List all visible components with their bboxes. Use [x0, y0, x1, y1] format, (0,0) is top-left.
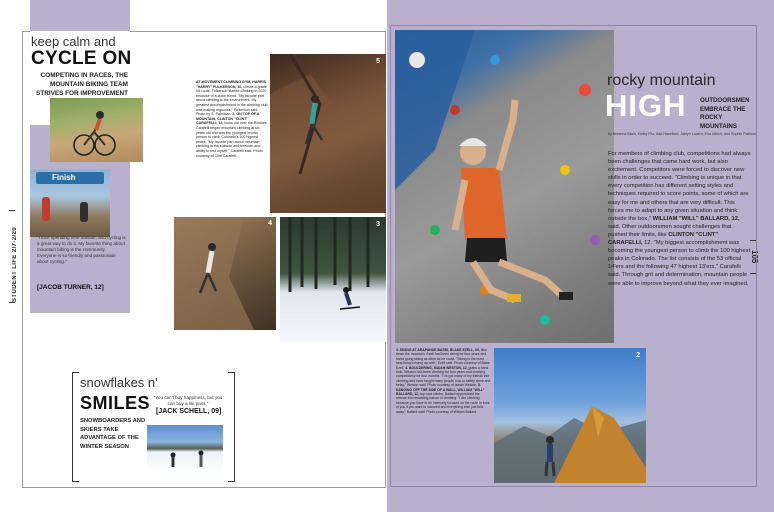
- caption-2-body: looks out over the Rockies. Carafelli began mountain climbing at six years old and was the youngest known person to climb Colorado's 100 highest peaks. "My favorite part about mountain climbing is the solitude and freedom and ability to test myself," Carafelli said. Photo courtesy of Clint Carafelli.: [196, 121, 268, 158]
- caption-1-body: climbs a grade V6 route. Fulkerson started climbing in 2020 because of a close friend. "My favorite part about climbing is the environment. My greatest accomplishment in the climbing club was making regionals," Fulkerson said. Photo by S. Palmisan.: [196, 84, 268, 117]
- caption-4-body: grabs a hand hold. Weston had been climbing for four years and climbing competitively for four months. "I've got many of my friends into climbing and have taught many people how to safely climb and belay," Weston said. Photo courtesy of Isaiah Weston.: [396, 365, 491, 388]
- snow-skiers-photo: [147, 425, 223, 474]
- photo-3-skiing: [280, 217, 386, 342]
- caption-4-lead: 4. BOULDERING, ISAIAH WESTON, 12,: [405, 365, 468, 370]
- body-p1: For members of climbing club, competitions had always been challenges that came hard work, but also excitement. Competitors were forced to discover new skills in order to succeed. "Climbing is unique in that every competition has different setting styles and techniques required to score points, some of which are easy for me and others that are very difficult. This forces me to adapt to any given situation and think outside the box,": [608, 151, 751, 222]
- page-number: 105: [750, 250, 759, 264]
- photo-2-summit: [494, 348, 646, 483]
- folio-bracket-top: [9, 210, 15, 211]
- caption-5-lead: 5. HANGING OFF THE SIDE OF A WALL, WILLIAM "WILL" BALLARD, 12,: [396, 383, 485, 397]
- snow-deck: SNOWBOARDERS AND SKIERS TAKE ADVANTAGE OF THE WINTER SEASON: [80, 418, 146, 450]
- quote-jacob: "I love spending time outside, and cycling is a great way to do it. My favorite thing about mountain biking is the community. Everyone is so friendly and passionate about cycling.": [37, 235, 126, 264]
- caption-climbing: [196, 80, 268, 158]
- caption-3-body: flies down the mountain. Ezell had been skiing for four years and loved going skiing as often as he could. "Skiing is the most best thing to hang up with," Ezell said. Photo courtesy of Blake Ezell.: [396, 348, 490, 370]
- rocky-deck: OUTDOORSMEN EMBRACE THE ROCKY MOUNTAINS: [700, 97, 750, 130]
- caption-bottom: [396, 348, 491, 414]
- racer-left: [42, 197, 50, 221]
- byline: by Breanna Bach, Kelley Fitz, Ada Hazeltied, Jaelyn Lucero, Eva Ultrich, and Sophie Palliman: [608, 132, 758, 136]
- folio-bracket-bottom: [9, 302, 15, 303]
- high-headline: HIGH: [605, 88, 687, 123]
- keep-calm-deck: COMPETING IN RACES, THE MOUNTAIN BIKING TEAM STRIVES FOR IMPROVEMENT: [36, 72, 128, 97]
- mountain-biker-photo: [50, 98, 143, 162]
- smiles-headline: SMILES: [80, 393, 151, 413]
- body-name-carafelli: CLINTON "CLINT" CARAFELLI,: [608, 231, 719, 247]
- body-p2: said. Other outdoorsmen sought challenges that pushed their limits, like: [608, 223, 732, 238]
- quote-jacob-author: [JACOB TURNER, 12]: [37, 284, 104, 291]
- caption-3-lead: 3. SKIING AT ARAPAHOE BASIN, BLAKE EZELL, 09,: [396, 348, 480, 352]
- body-p3: 12. "My biggest accomplishment was becoming the youngest person to climb the 100 highest peaks in Colorado. The list consists of the 53 official 14'ers and the following 47 highest 13'ers," Carafelli said. Through grit and determination, mountain people were able to improve beyond what they ever imagined.: [608, 240, 751, 287]
- quote-jack: "You can't buy happiness, but you can buy a ski pass.": [153, 395, 223, 406]
- photo-5-number: 5: [376, 58, 380, 65]
- photo-3-number: 3: [376, 221, 380, 228]
- finish-banner-text: Finish: [52, 173, 76, 182]
- caption-5-body: top rope climbs. Ballard appreciated the intense but rewarding nature of climbing. "I like climbing because you have to be intensely focused on the route in front of you if you want to succeed and everything else just falls away," Ballard said. Photo courtesy of William Ballard.: [396, 392, 490, 414]
- photo-4-boulder: [174, 217, 276, 330]
- snow-bracket-left: [72, 372, 79, 482]
- snow-bracket-right: [228, 372, 235, 482]
- cycle-on-headline: CYCLE ON: [31, 48, 132, 69]
- photo-4-number: 4: [268, 220, 272, 227]
- snowflakes-kicker: snowflakes n': [80, 375, 158, 390]
- photo-2-number: 2: [636, 352, 640, 359]
- racer-right: [80, 202, 88, 222]
- race-finish-photo: [30, 169, 110, 237]
- caption-2-lead: 2. ON TOP OF A MOUNTAIN, CLINTON "CLINT" CARAFELLI, 12,: [196, 112, 260, 126]
- right-page: [387, 0, 774, 512]
- photo-5-rock-wall: [270, 54, 386, 213]
- rocky-mountain-kicker: rocky mountain: [607, 72, 716, 89]
- quote-jack-author: [JACK SCHELL, 09]: [156, 408, 222, 415]
- keep-calm-kicker: keep calm and: [31, 34, 116, 49]
- page-folio: STUDENT LIFE 2/7-2/20: [12, 226, 18, 302]
- caption-1-lead: AT MOVEMENT CLIMBING GYM, HARRIS "HARRY" FULKERSON, 10,: [196, 80, 267, 89]
- body-name-ballard: WILLIAM "WILL" BALLARD, 12,: [652, 215, 740, 222]
